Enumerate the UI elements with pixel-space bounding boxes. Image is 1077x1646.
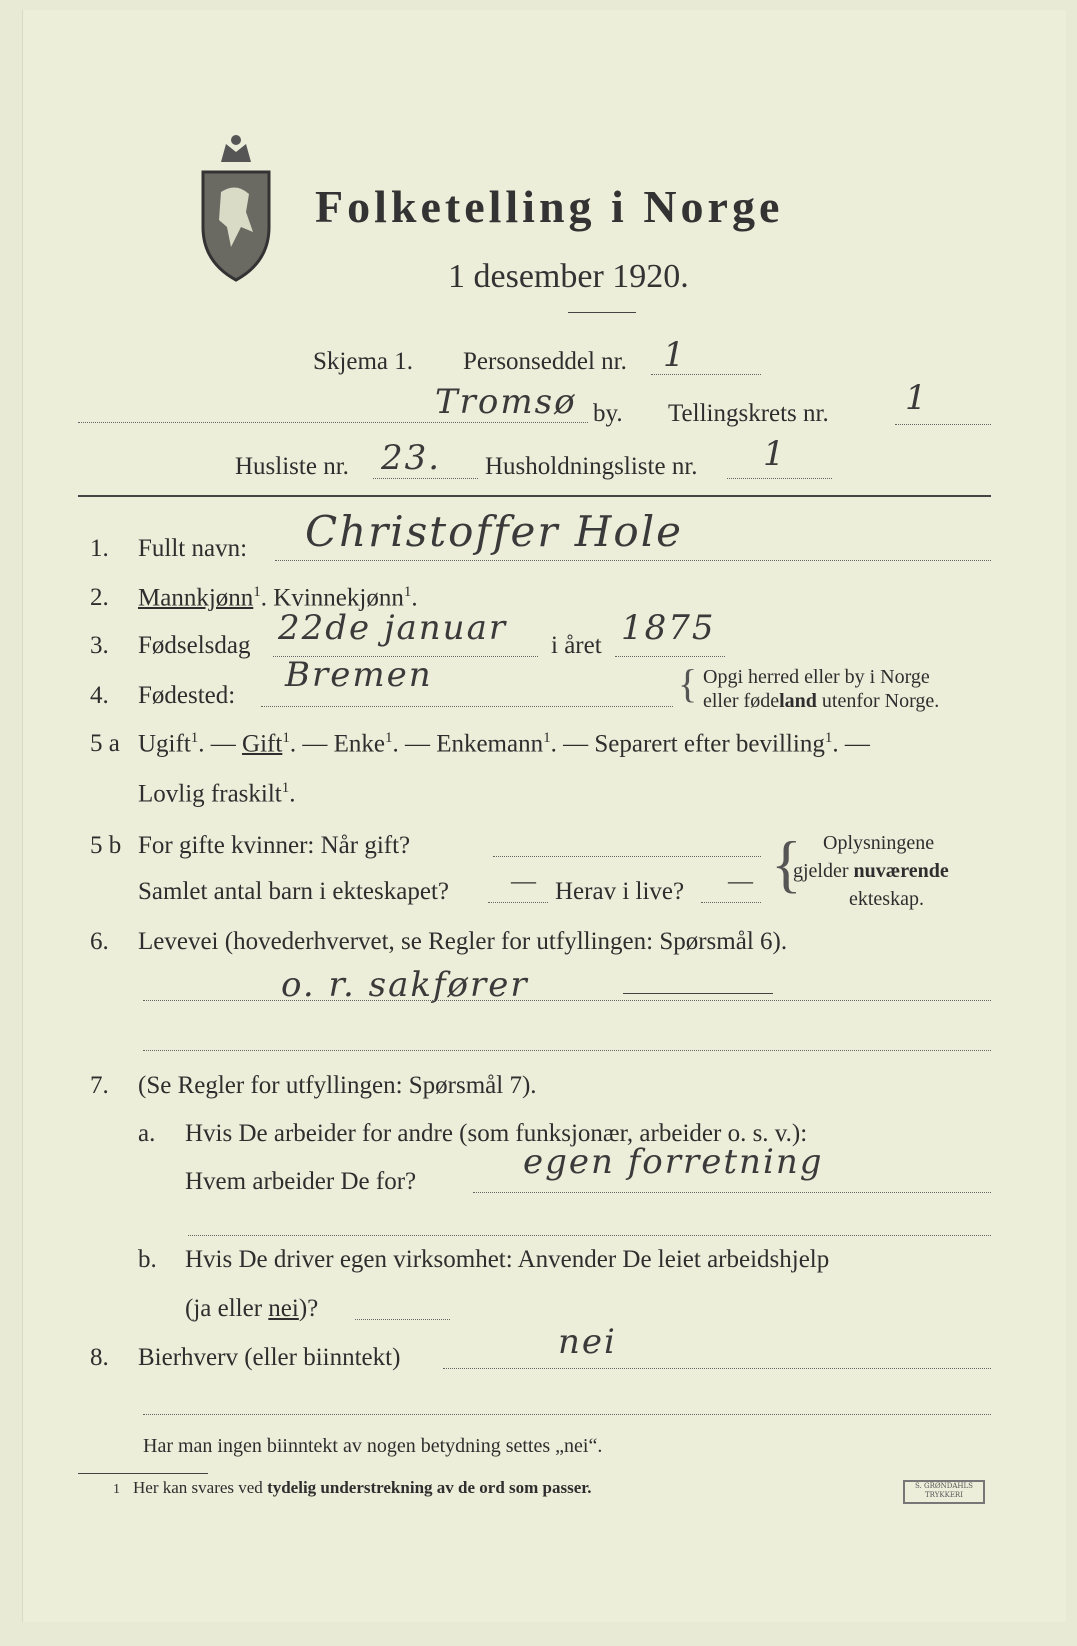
by-value: Tromsø: [435, 382, 577, 422]
q5b-line2b: Herav i live?: [555, 878, 685, 905]
husliste-label: Husliste nr.: [235, 453, 349, 480]
q7b-line2: (ja eller nei)?: [185, 1295, 319, 1322]
q5b-note3: ekteskap.: [849, 888, 924, 910]
q7a-number: a.: [138, 1120, 156, 1147]
schema-label: Skjema 1.: [313, 348, 413, 375]
footer-note: Har man ingen biinntekt av nogen betydning settes „nei“.: [143, 1435, 603, 1457]
form-date: 1 desember 1920.: [448, 258, 689, 295]
q7-label: (Se Regler for utfyllingen: Spørsmål 7).: [138, 1072, 537, 1099]
tellingskrets-label: Tellingskrets nr.: [668, 400, 829, 427]
q4-birthplace-value: Bremen: [285, 655, 433, 695]
q7-number: 7.: [90, 1072, 109, 1099]
q7b-nei-option: nei: [268, 1295, 299, 1322]
tellingskrets-value: 1: [905, 378, 929, 418]
husholdning-value: 1: [763, 434, 787, 474]
footnote-number: 1: [113, 1482, 120, 1497]
norway-coat-of-arms-icon: [191, 132, 281, 282]
personseddel-value: 1: [663, 335, 687, 375]
q5a-marital-options: Ugift$^1$. — Gift$^1$. — Enke$^1$. — Enkemann$^1$. — Separert efter bevilling$^1$. —: [138, 730, 870, 758]
q3-label: Fødselsdag: [138, 632, 251, 659]
q2-female-option: Kvinnekjønn: [273, 584, 404, 612]
q5b-note2: gjelder nuværende: [793, 860, 949, 882]
q6-label: Levevei (hovederhvervet, se Regler for utfyllingen: Spørsmål 6).: [138, 928, 788, 955]
by-label: by.: [593, 400, 623, 427]
q3-year-label: i året: [551, 632, 602, 659]
q7a-line1: Hvis De arbeider for andre (som funksjonær, arbeider o. s. v.):: [185, 1120, 808, 1147]
q4-note-line1: Opgi herred eller by i Norge: [703, 666, 930, 688]
footnote-text: Her kan svares ved tydelig understrekning av de ord som passer.: [133, 1478, 592, 1497]
q3-birth-day-value: 22de januar: [278, 608, 508, 648]
q3-birth-year-value: 1875: [621, 608, 716, 648]
q1-label: Fullt navn:: [138, 535, 248, 562]
q4-note-line2: eller fødeland utenfor Norge.: [703, 690, 940, 712]
q7b-number: b.: [138, 1246, 157, 1273]
q1-number: 1.: [90, 535, 109, 562]
q5b-number: 5 b: [90, 832, 122, 859]
q5a-number: 5 a: [90, 730, 120, 757]
q1-full-name-value: Christoffer Hole: [305, 507, 683, 556]
q6-occupation-value: o. r. sakfører: [281, 965, 529, 1005]
q5b-alive-value: —: [728, 868, 753, 895]
q7a-line2: Hvem arbeider De for?: [185, 1168, 417, 1195]
personseddel-label: Personseddel nr.: [463, 348, 627, 375]
q5b-children-value: —: [511, 868, 536, 895]
q2-male-option: Mannkjønn: [138, 584, 254, 612]
husliste-value: 23.: [381, 438, 442, 478]
q2-number: 2.: [90, 584, 109, 611]
form-title: Folketelling i Norge: [315, 181, 784, 232]
husholdning-label: Husholdningsliste nr.: [485, 453, 698, 480]
q8-label: Bierhverv (eller biinntekt): [138, 1344, 401, 1371]
q5a-line2: Lovlig fraskilt$^1$.: [138, 780, 296, 808]
q3-number: 3.: [90, 632, 109, 659]
q8-number: 8.: [90, 1344, 109, 1371]
q7a-employer-value: egen forretning: [523, 1142, 824, 1182]
q8-value: nei: [558, 1322, 617, 1362]
q5a-gift-option: Gift: [242, 730, 283, 758]
printer-stamp: S. GRØNDAHLS TRYKKERI: [903, 1480, 985, 1504]
census-form: Folketelling i Norge 1 desember 1920. Skjema 1. Personseddel nr. 1 Tromsø by. Tellingskrets nr. 1 Husliste nr. 23. Husholdningsliste nr. 1 1. Fullt navn: Christoffer Hole 2. Mannkjønn$^1$. Kvinnekjønn$^1$. 3. Fødselsdag 22de januar i året 1875 4. Fødested: Bremen { Opgi herred eller by i Norge eller fødeland utenfor Norge. 5 a Ugift$^1$. — Gift$^1$. — Enke$^1$. — Enkemann$^1$. — Separert efter bevilling$^1$. — Lovlig fraskilt$^1$. 5 b For gifte kvinner: Når gift? Samlet antal barn i ekteskapet? — Herav i live? — { Oplysningene gjelder nuværende ekteskap. 6. Levevei (hovederhvervet, se Regler for utfyllingen: Spørsmål 6). o. r. sakfører 7. (Se Regler for utfyllingen: Spørsmål 7). a. Hvis De arbeider for andre (som funksjonær, arbeider o. s. v.): Hvem arbeider De for? egen forretning b. Hvis De driver egen virksomhet: Anvender De leiet arbeidshjelp (ja eller nei)? 8. Bierhverv (eller biinntekt) nei Har man ingen biinntekt av nogen betydning settes „nei“. 1 Her kan svares ved tydelig understrekning av de ord som passer. S. GRØNDAHLS TRYKKERI: [22, 10, 1066, 1622]
q5b-line2: Samlet antal barn i ekteskapet?: [138, 878, 449, 905]
q5b-line1: For gifte kvinner: Når gift?: [138, 832, 411, 859]
q2-sex-options: Mannkjønn$^1$. Kvinnekjønn$^1$.: [138, 584, 418, 612]
q4-label: Fødested:: [138, 682, 236, 709]
q7b-line1: Hvis De driver egen virksomhet: Anvender De leiet arbeidshjelp: [185, 1246, 830, 1273]
q4-number: 4.: [90, 682, 109, 709]
q6-number: 6.: [90, 928, 109, 955]
q5b-note1: Oplysningene: [823, 832, 935, 854]
